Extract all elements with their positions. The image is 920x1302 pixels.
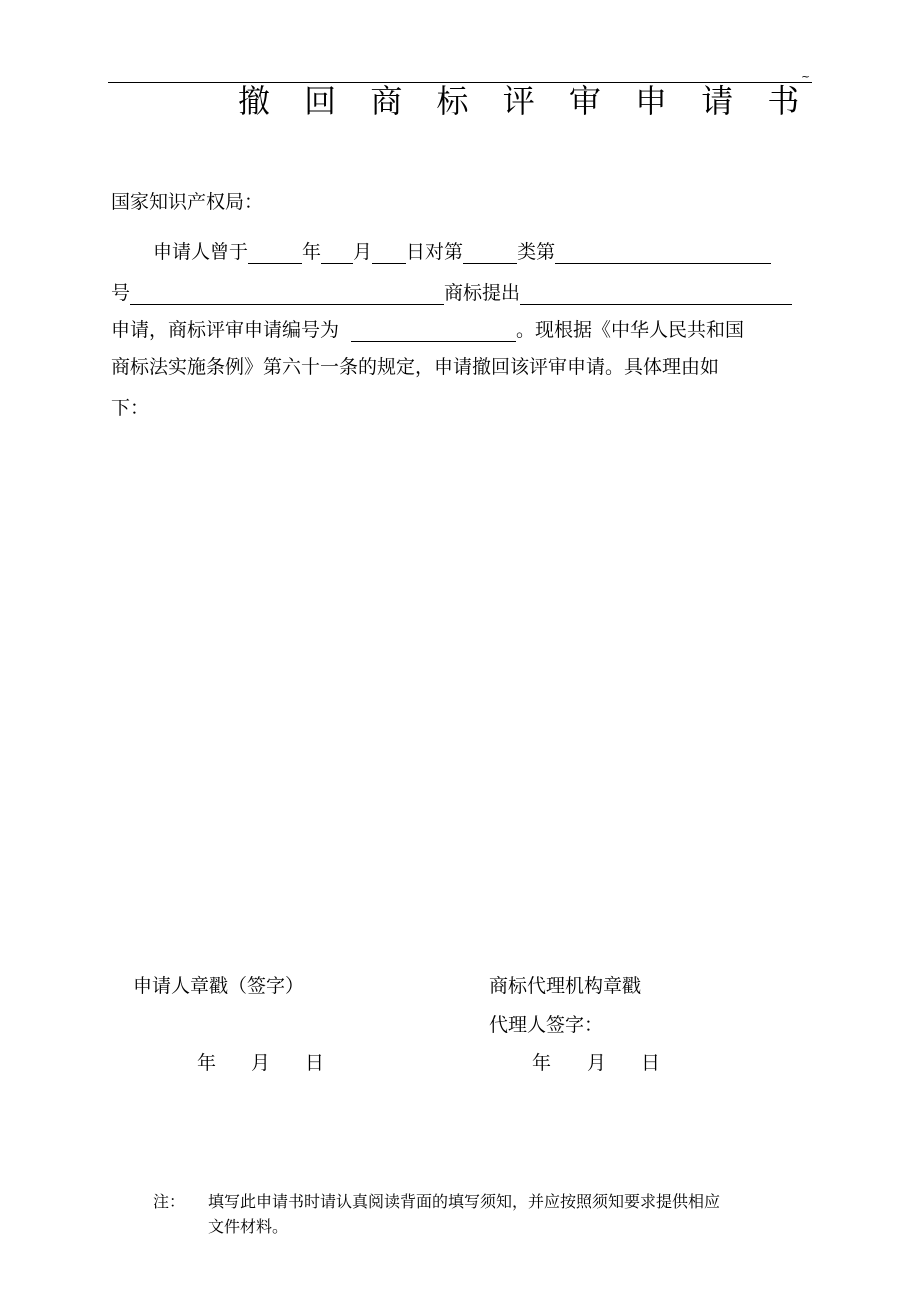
note-line-2: 文件材料。 xyxy=(208,1217,289,1236)
text-month: 月 xyxy=(353,241,373,263)
class-field[interactable] xyxy=(463,245,517,264)
addressee: 国家知识产权局： xyxy=(111,191,264,213)
agency-date-year: 年 xyxy=(532,1052,552,1074)
form-line-4: 商标法实施条例》第六十一条的规定，申请撤回该评审申请。具体理由如 xyxy=(111,356,720,378)
text-day-class: 日对第 xyxy=(406,241,464,263)
applicant-date-day: 日 xyxy=(305,1052,325,1074)
document-title: 撤 回 商 标 评 审 申 请 书 xyxy=(238,82,812,120)
form-line-1 xyxy=(153,240,771,264)
text-trademark-filed: 商标提出 xyxy=(444,282,521,304)
note-line-1: 填写此申请书时请认真阅读背面的填写须知，并应按照须知要求提供相应 xyxy=(208,1192,721,1211)
registration-number-field[interactable] xyxy=(555,245,771,264)
form-line-3 xyxy=(111,318,744,342)
review-application-number-field[interactable] xyxy=(351,323,516,342)
text-number: 号 xyxy=(111,282,131,304)
form-line-5: 下： xyxy=(111,397,150,419)
year-field[interactable] xyxy=(248,245,302,264)
agent-signature-label: 代理人签字： xyxy=(489,1014,604,1036)
trademark-field[interactable] xyxy=(130,286,444,305)
applicant-date-month: 月 xyxy=(251,1052,271,1074)
day-field[interactable] xyxy=(372,245,406,264)
application-type-field[interactable] xyxy=(520,286,792,305)
text-according-to: 。现根据《中华人民共和国 xyxy=(516,319,745,341)
agency-date-month: 月 xyxy=(587,1052,607,1074)
header-mark: ~ xyxy=(801,70,811,83)
text-class-no: 类第 xyxy=(517,241,556,263)
agency-date-day: 日 xyxy=(641,1052,661,1074)
text-year: 年 xyxy=(302,241,322,263)
text-application-number: 申请，商标评审申请编号为 xyxy=(111,319,340,341)
applicant-date-year: 年 xyxy=(197,1052,217,1074)
note-label: 注： xyxy=(153,1192,186,1211)
month-field[interactable] xyxy=(321,245,353,264)
text-applied-on: 申请人曾于 xyxy=(153,241,249,263)
form-line-2 xyxy=(111,281,792,305)
applicant-seal-label: 申请人章戳（签字） xyxy=(133,975,305,997)
agency-seal-label: 商标代理机构章戳 xyxy=(489,975,642,997)
